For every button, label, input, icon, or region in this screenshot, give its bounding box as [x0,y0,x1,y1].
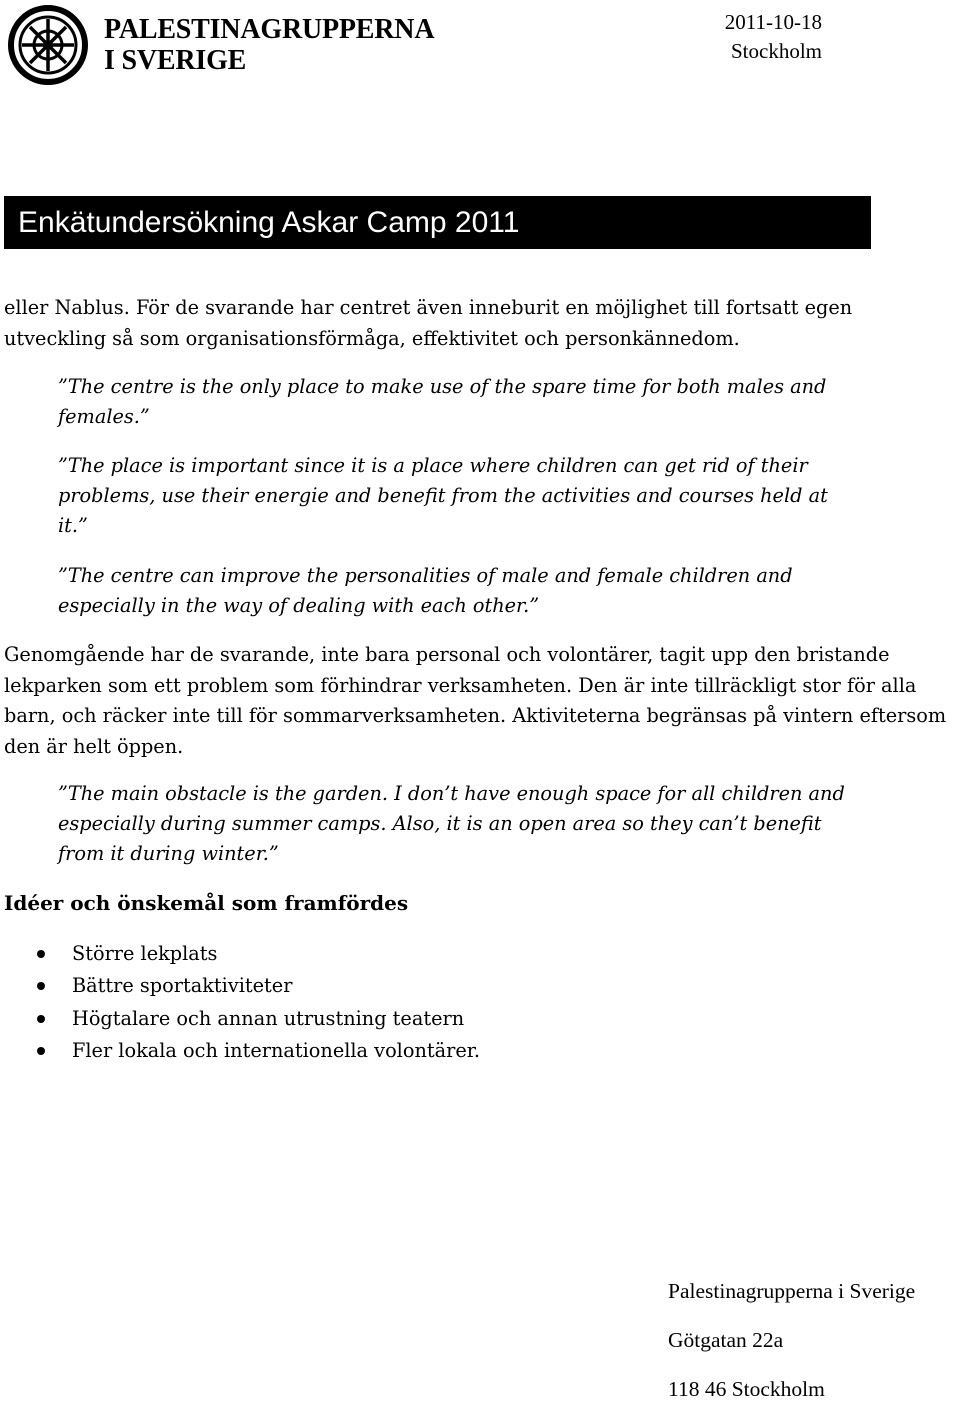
organization-logo [8,5,88,85]
org-name-line-1: PALESTINAGRUPPERNA [104,14,435,45]
intro-paragraph: eller Nablus. För de svarande har centret även inneburit en möjlighet till fortsatt egen utveckling så som organisationsförmåga, effektivitet och personkännedom. [4,296,853,350]
list-item: Högtalare och annan utrustning teatern [0,1003,480,1035]
list-item: Fler lokala och internationella volontärer. [0,1035,480,1067]
letter-meta [725,8,822,66]
list-item: Större lekplats [0,938,480,970]
organization-name [104,14,434,76]
letter-city: Stockholm [730,39,822,63]
ideas-list [0,938,480,1067]
ideas-heading: Idéer och önskemål som framfördes [4,891,409,915]
quote-personalities: ”The centre can improve the personalities of male and female children and especially in the way of dealing with each other.” [58,564,793,617]
title-banner: Enkätundersökning Askar Camp 2011 [4,196,871,249]
org-name-line-2: I SVERIGE [104,45,247,76]
letter-date: 2011-10-18 [724,10,822,34]
paragraph-playground: Genomgående har de svarande, inte bara personal och volontärer, tagit upp den bristande lekparken som ett problem som förhindrar verksamheten. Den är inte tillräckligt stor för alla barn, och räcker inte till för sommarverksamheten. Aktiviteterna begränsas på vintern eftersom den är helt öppen. [4,643,947,758]
list-item: Bättre sportaktiviteter [0,970,480,1002]
footer-postal: 118 46 Stockholm [668,1377,825,1401]
footer-street: Götgatan 22a [668,1328,784,1352]
quote-spare-time: ”The centre is the only place to make use of the spare time for both males and females.” [58,375,827,428]
quote-important-place: ”The place is important since it is a place where children can get rid of their problems, use their energie and benefit from the activities and courses held at it.” [58,454,828,537]
footer-org-name: Palestinagrupperna i Sverige [668,1279,916,1303]
quote-garden: ”The main obstacle is the garden. I don’t have enough space for all children and especially during summer camps. Also, it is an open area so they can’t benefit from it during winter.” [58,782,845,865]
